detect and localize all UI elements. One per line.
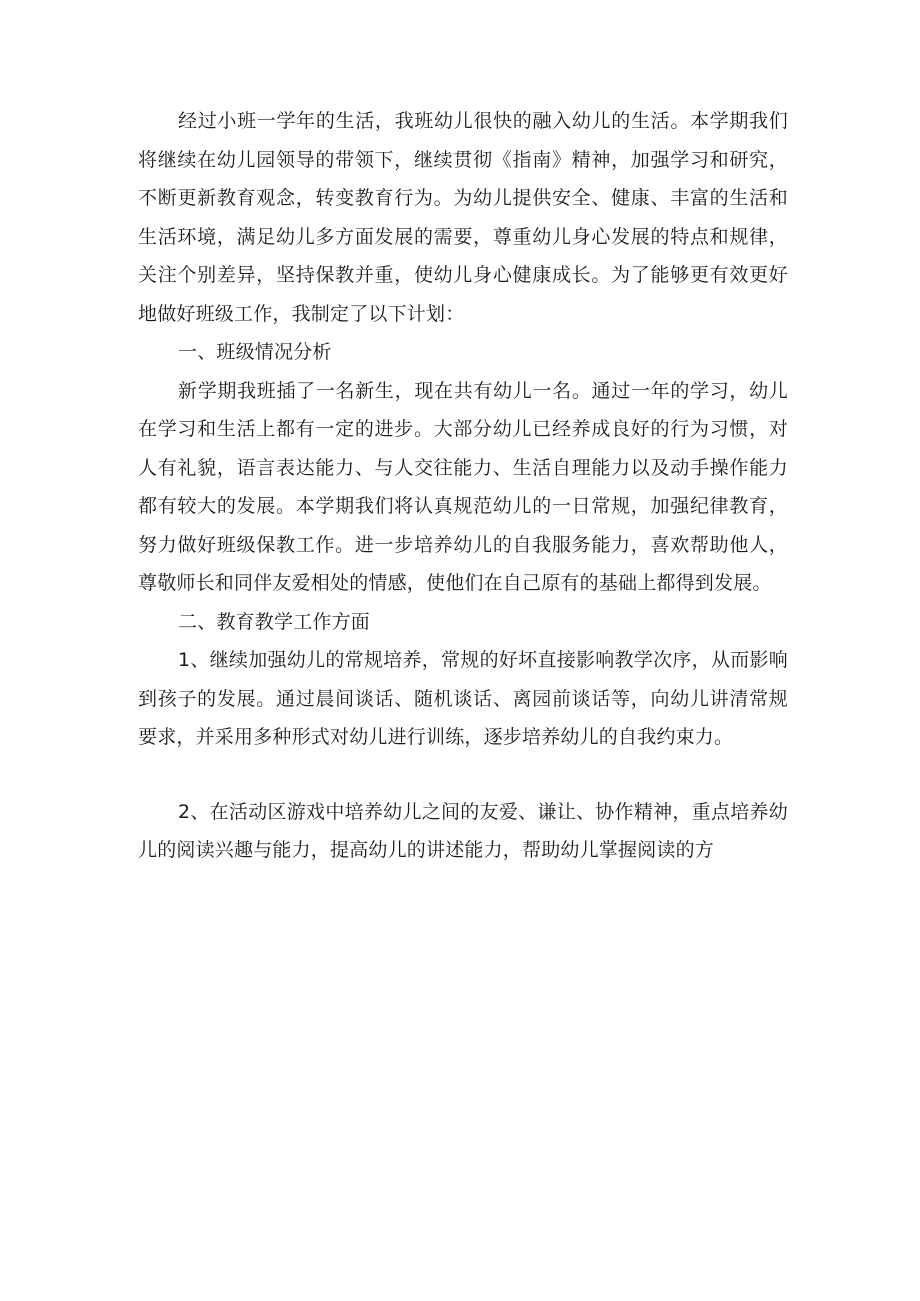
class-analysis-paragraph: 新学期我班插了一名新生，现在共有幼儿一名。通过一年的学习，幼儿在学习和生活上都有一定的进步。大部分幼儿已经养成良好的行为习惯，对人有礼貌，语言表达能力、与人交往能力、生活自理能力以及动手操作能力都有较大的发展。本学期我们将认真规范幼儿的一日常规，加强纪律教育，努力做好班级保教工作。进一步培养幼儿的自我服务能力，喜欢帮助他人，尊敬师长和同伴友爱相处的情感，使他们在自己原有的基础上都得到发展。 [138, 379, 788, 594]
section-heading-class-analysis: 一、班级情况分析 [178, 341, 332, 363]
teaching-item-2: 2、在活动区游戏中培养幼儿之间的友爱、谦让、协作精神，重点培养幼儿的阅读兴趣与能力，提高幼儿的讲述能力，帮助幼儿掌握阅读的方 [138, 800, 788, 861]
section-heading-teaching-work: 二、教育教学工作方面 [178, 610, 371, 633]
intro-paragraph: 经过小班一学年的生活，我班幼儿很快的融入幼儿的生活。本学期我们将继续在幼儿园领导的带领下，继续贯彻《指南》精神，加强学习和研究，不断更新教育观念，转变教育行为。为幼儿提供安全、健康、丰富的生活和生活环境，满足幼儿多方面发展的需要，尊重幼儿身心发展的特点和规律，关注个别差异，坚持保教并重，使幼儿身心健康成长。为了能够更有效更好地做好班级工作，我制定了以下计划： [138, 110, 788, 325]
document-body [138, 102, 788, 870]
teaching-item-1: 1、继续加强幼儿的常规培养，常规的好坏直接影响教学次序，从而影响到孩子的发展。通过晨间谈话、随机谈话、离园前谈话等，向幼儿讲清常规要求，并采用多种形式对幼儿进行训练，逐步培养幼儿的自我约束力。 [138, 649, 788, 748]
